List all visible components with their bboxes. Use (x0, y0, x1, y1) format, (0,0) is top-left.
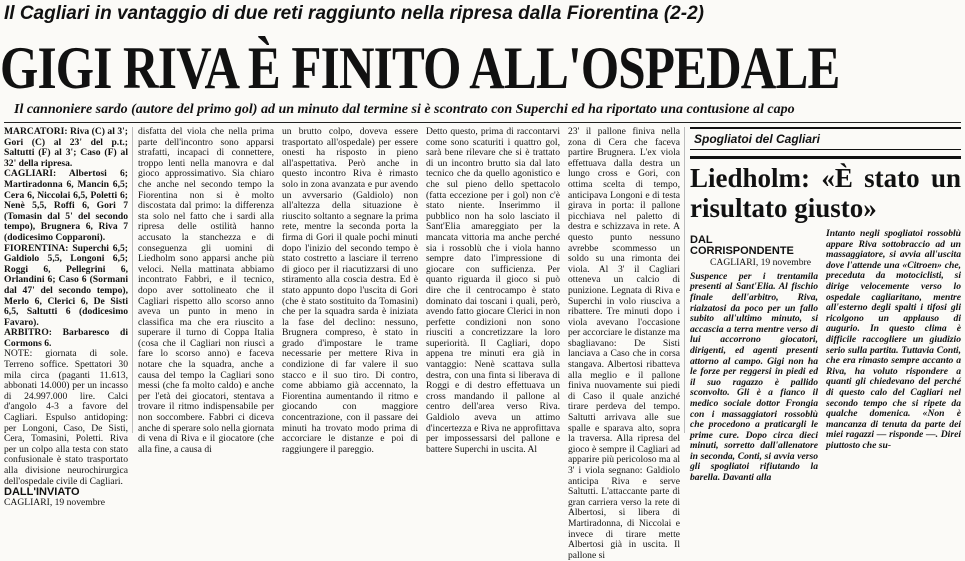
lineup-fiorentina: FIORENTINA: Superchi 6,5; Galdiolo 5,5, Longoni 6,5; Roggi 6, Pellegrini 6, Orlandini 6; Caso 6 (Sormani dal 47' del secondo tempo), Merlo 6, Clerici 6, De Sisti 6,5, Saltutti 6 (dodicesimo Favaro). (4, 242, 128, 328)
column-2 (138, 126, 274, 455)
sidebar-article (690, 127, 961, 484)
sidebar-right-text: Intanto negli spogliatoi rossoblù appare Riva sottobraccio ad un massaggiatore, si avvia all'uscita dove l'attende una «Citroen» che, preceduta da motociclisti, si dirige velocemente verso lo ospedale cagliaritano, mentre all'esterno degli spalti i tifosi gli ricolgono un applauso di augurio. In questo clima è difficile raccogliere un giudizio serio sulla partita. Tuttavia Conti, che era rimasto sempre accanto a Riva, ha voluto rispondere a quanti gli chiedevano del perché di questo calo del Cagliari nel secondo tempo che si ripete da qualche domenica. «Non è mancanza di tenuta da parte dei miei ragazzi — risponde —. Direi piuttosto che su- (826, 228, 961, 451)
header-rule (4, 122, 961, 123)
referee: ARBITRO: Barbaresco di Cormons 6. (4, 327, 128, 349)
sidebar-right-column (826, 229, 961, 484)
article-text: disfatta del viola che nella prima parte dell'incontro sono apparsi strafatti, incapaci di connettere, troppo lenti nella manovra e dal gioco approssimativo. Sia chiaro che anche nel secondo tempo la Fiorentina non si è molto discostata dal primo: la differenza sta solo nel fatto che i sardi alla ripresa delle ostilità hanno accusato la stanchezza e di conseguenza gli uomini di Liedholm sono apparsi anche più veloci. Nella mattinata abbiamo incontrato Fabbri, e il tecnico, dopo aver sottolineato che il Cagliari rispetto allo scorso anno aveva un punto in meno in classifica ma che era riuscito a superare il turno di Coppa Italia (cosa che il Cagliari non riuscì a fare lo scorso anno) e faceva notare che la squadra, anche a causa del tempo la Cagliari sono messi (che fa molto caldo) e anche per l'età dei giocatori, stentava a trovare il ritmo indispensabile per non soccombere. Fabbri ci diceva anche di sperare solo nella giornata di vena di Riva e il giocatore (che alla fine, a causa di (138, 126, 274, 455)
column-4 (426, 126, 560, 455)
deck-subheading: Il cannoniere sardo (autore del primo gol) ad un minuto dal termine si è scontrato con Superchi ed ha riportato una contusione al capo (14, 102, 795, 117)
article-text: 23' il pallone finiva nella zona di Cera che faceva partire Brugnera. L'ex viola effettuava dalla destra un lungo cross e Gori, con ottima scelta di tempo, anticipava Longoni e di testa girava in porta: il pallone picchiava nel paletto di destra e schizzava in rete. A questo punto nessuno avrebbe scommesso un soldo su una rimonta dei viola. Al 3' il Cagliari otteneva un calcio di punizione. Legnata di Riva e Superchi in volo riusciva a ribattere. Tre minuti dopo i viola avevano l'occasione per accorciare le distanze ma sbagliavano: De Sisti lanciava a Caso che in corsa stangava. Albertosi ribatteva alla meglio e il pallone finiva nuovamente sui piedi di Caso il quale anziché tirare perdeva del tempo. Saltutti arrivava alle sue spalle e sparava alto, sopra la traversa. Alla ripresa del gioco è sempre il Cagliari ad apparire più pericoloso ma al 3' i viola segnano: Galdiolo anticipa Riva e serve Saltutti. L'attaccante parte di gran carriera verso la rete di Albertosi, si libera di Martiradonna, di Niccolai e invece di tirare mette Albertosi già in uscita. Il pallone si (568, 126, 680, 561)
article-text: Detto questo, prima di raccontarvi come sono scaturiti i quattro gol, sarà bene rilevare che si è trattato di un incontro brutto sia dal lato tecnico che da quello agonistico e che sul pieno dello spettacolo (fatta eccezione per i gol) non c'è stato niente. Inserimmo il pubblico non ha solo lasciato il Sant'Elia amareggiato per la mancata vittoria ma anche perché sia i rossoblù che i viola hanno sempre dato l'impressione di giocare con sufficienza. Per quanto riguarda il gioco si può dire che il centrocampo è stato dominato dai toscani i quali, però, avendo fatto giocare Clerici in non perfette condizioni non sono riusciti a concretizzare la loro superiorità. Il Cagliari, dopo appena tre minuti era già in vantaggio: Nenè scattava sulla destra, con una finta si liberava di Roggi e di destro effettuava un cross mandando il pallone al centro dell'area verso Riva. Galdiolo aveva un attimo d'incertezza e Riva ne approfittava per impossessarsi del pallone e battere Superchi in uscita. Al (426, 126, 560, 455)
dateline: CAGLIARI, 19 novembre (4, 496, 105, 508)
headline: GIGI RIVA È FINITO ALL'OSPEDALE (0, 35, 840, 101)
sidebar-body (690, 229, 961, 484)
column-5 (568, 126, 680, 561)
sidebar-headline: Liedholm: «È stato un risultato giusto» (690, 156, 961, 223)
column-separator (684, 127, 685, 433)
column-3 (282, 126, 418, 455)
dateline-head: DALL'INVIATO (4, 486, 80, 499)
match-notes: NOTE: giornata di sole. Terreno soffice. Spettatori 30 mila circa (paganti 11.613, abbonati 14.000) per un incasso di 24.997.000 lire. Calci d'angolo 4-3 a favore del Cagliari. Espulso antidoping: per Longoni, Caso, De Sisti, Cera, Tomasini, Poletti. Riva per un colpo alla testa con stato confusionale è stato trasportato alla divisione neurochirurgica dell'ospedale civile di Cagliari. (4, 348, 128, 487)
lineup-cagliari: CAGLIARI: Albertosi 6; Martiradonna 6, Mancin 6,5; Cera 6, Niccolai 6,5, Poletti 6; Nenè 5,5, Roffi 6, Gori 7 (Tomasin dal 5' del secondo tempo), Brugnera 6, Riva 7 (dodicesimo Copparoni). (4, 168, 128, 243)
sidebar-left-text: Suspence per i trentamila presenti al Sant'Elia. Al fischio finale dell'arbitro, Riva, rialzatosi da poco per un fallo subito all'ultimo minuto, si accascia a terra mentre verso di lui accorrono giocatori, dirigenti, ed agenti presenti attorno al campo. Gigi non ha le forze per reggersi in piedi ed il suo ragazzo è pallido sconvolto. Gli è a fianco il medico sociale dottor Frongia con i massaggiatori rossoblù che procedono a praticargli le prime cure. Dopo circa dieci minuti, sorretto dall'allenatore in seconda, Conti, si avvia verso gli spogliatoi rifiutando la barella. Davanti alla (690, 270, 818, 484)
article-text: un brutto colpo, doveva essere trasportato all'ospedale) per essere onesti ha risposto in pieno all'aspettativa. Però anche in questo incontro Riva è rimasto solo in zona avanzata e pur avendo un avversario (Galdiolo) non all'altezza della situazione è riuscito soltanto a segnare la prima rete, mentre la seconda porta la firma di Gori il quale pochi minuti dopo l'inizio del secondo tempo è stato costretto a lasciare il terreno di gioco per il riacutizzarsi di uno stiramento alla coscia destra. Ed è stato appunto dopo l'uscita di Gori (che è stato sostituito da Tomasini) che per la squadra sarda è iniziata la fase del declino: nessuno, Brugnera compreso, è stato in grado d'impostare le trame necessarie per mettere Riva in condizione di far valere il suo stacco e il suo tiro. Di contro, come abbiamo già accennato, la Fiorentina aumentando il ritmo e giocando con maggiore concentrazione, con il passare dei minuti ha trovato modo prima di accorciare le distanze e poi di raggiungere il pareggio. (282, 126, 418, 455)
sidebar-byline: DAL CORRISPONDENTE (690, 234, 794, 257)
sidebar-title: Spogliatoi del Cagliari (690, 127, 961, 150)
sidebar-left-column (690, 229, 818, 484)
sidebar-dateline: CAGLIARI, 19 novembre (710, 257, 811, 269)
column-match-info (4, 126, 128, 508)
scorers: MARCATORI: Riva (C) al 3'; Gori (C) al 23' del p.t.; Saltutti (F) al 3'; Caso (F) al 32' della ripresa. (4, 126, 128, 169)
kicker-line: Il Cagliari in vantaggio di due reti raggiunto nella ripresa dalla Fiorentina (2-2) (4, 3, 704, 24)
column-separator (132, 127, 133, 433)
